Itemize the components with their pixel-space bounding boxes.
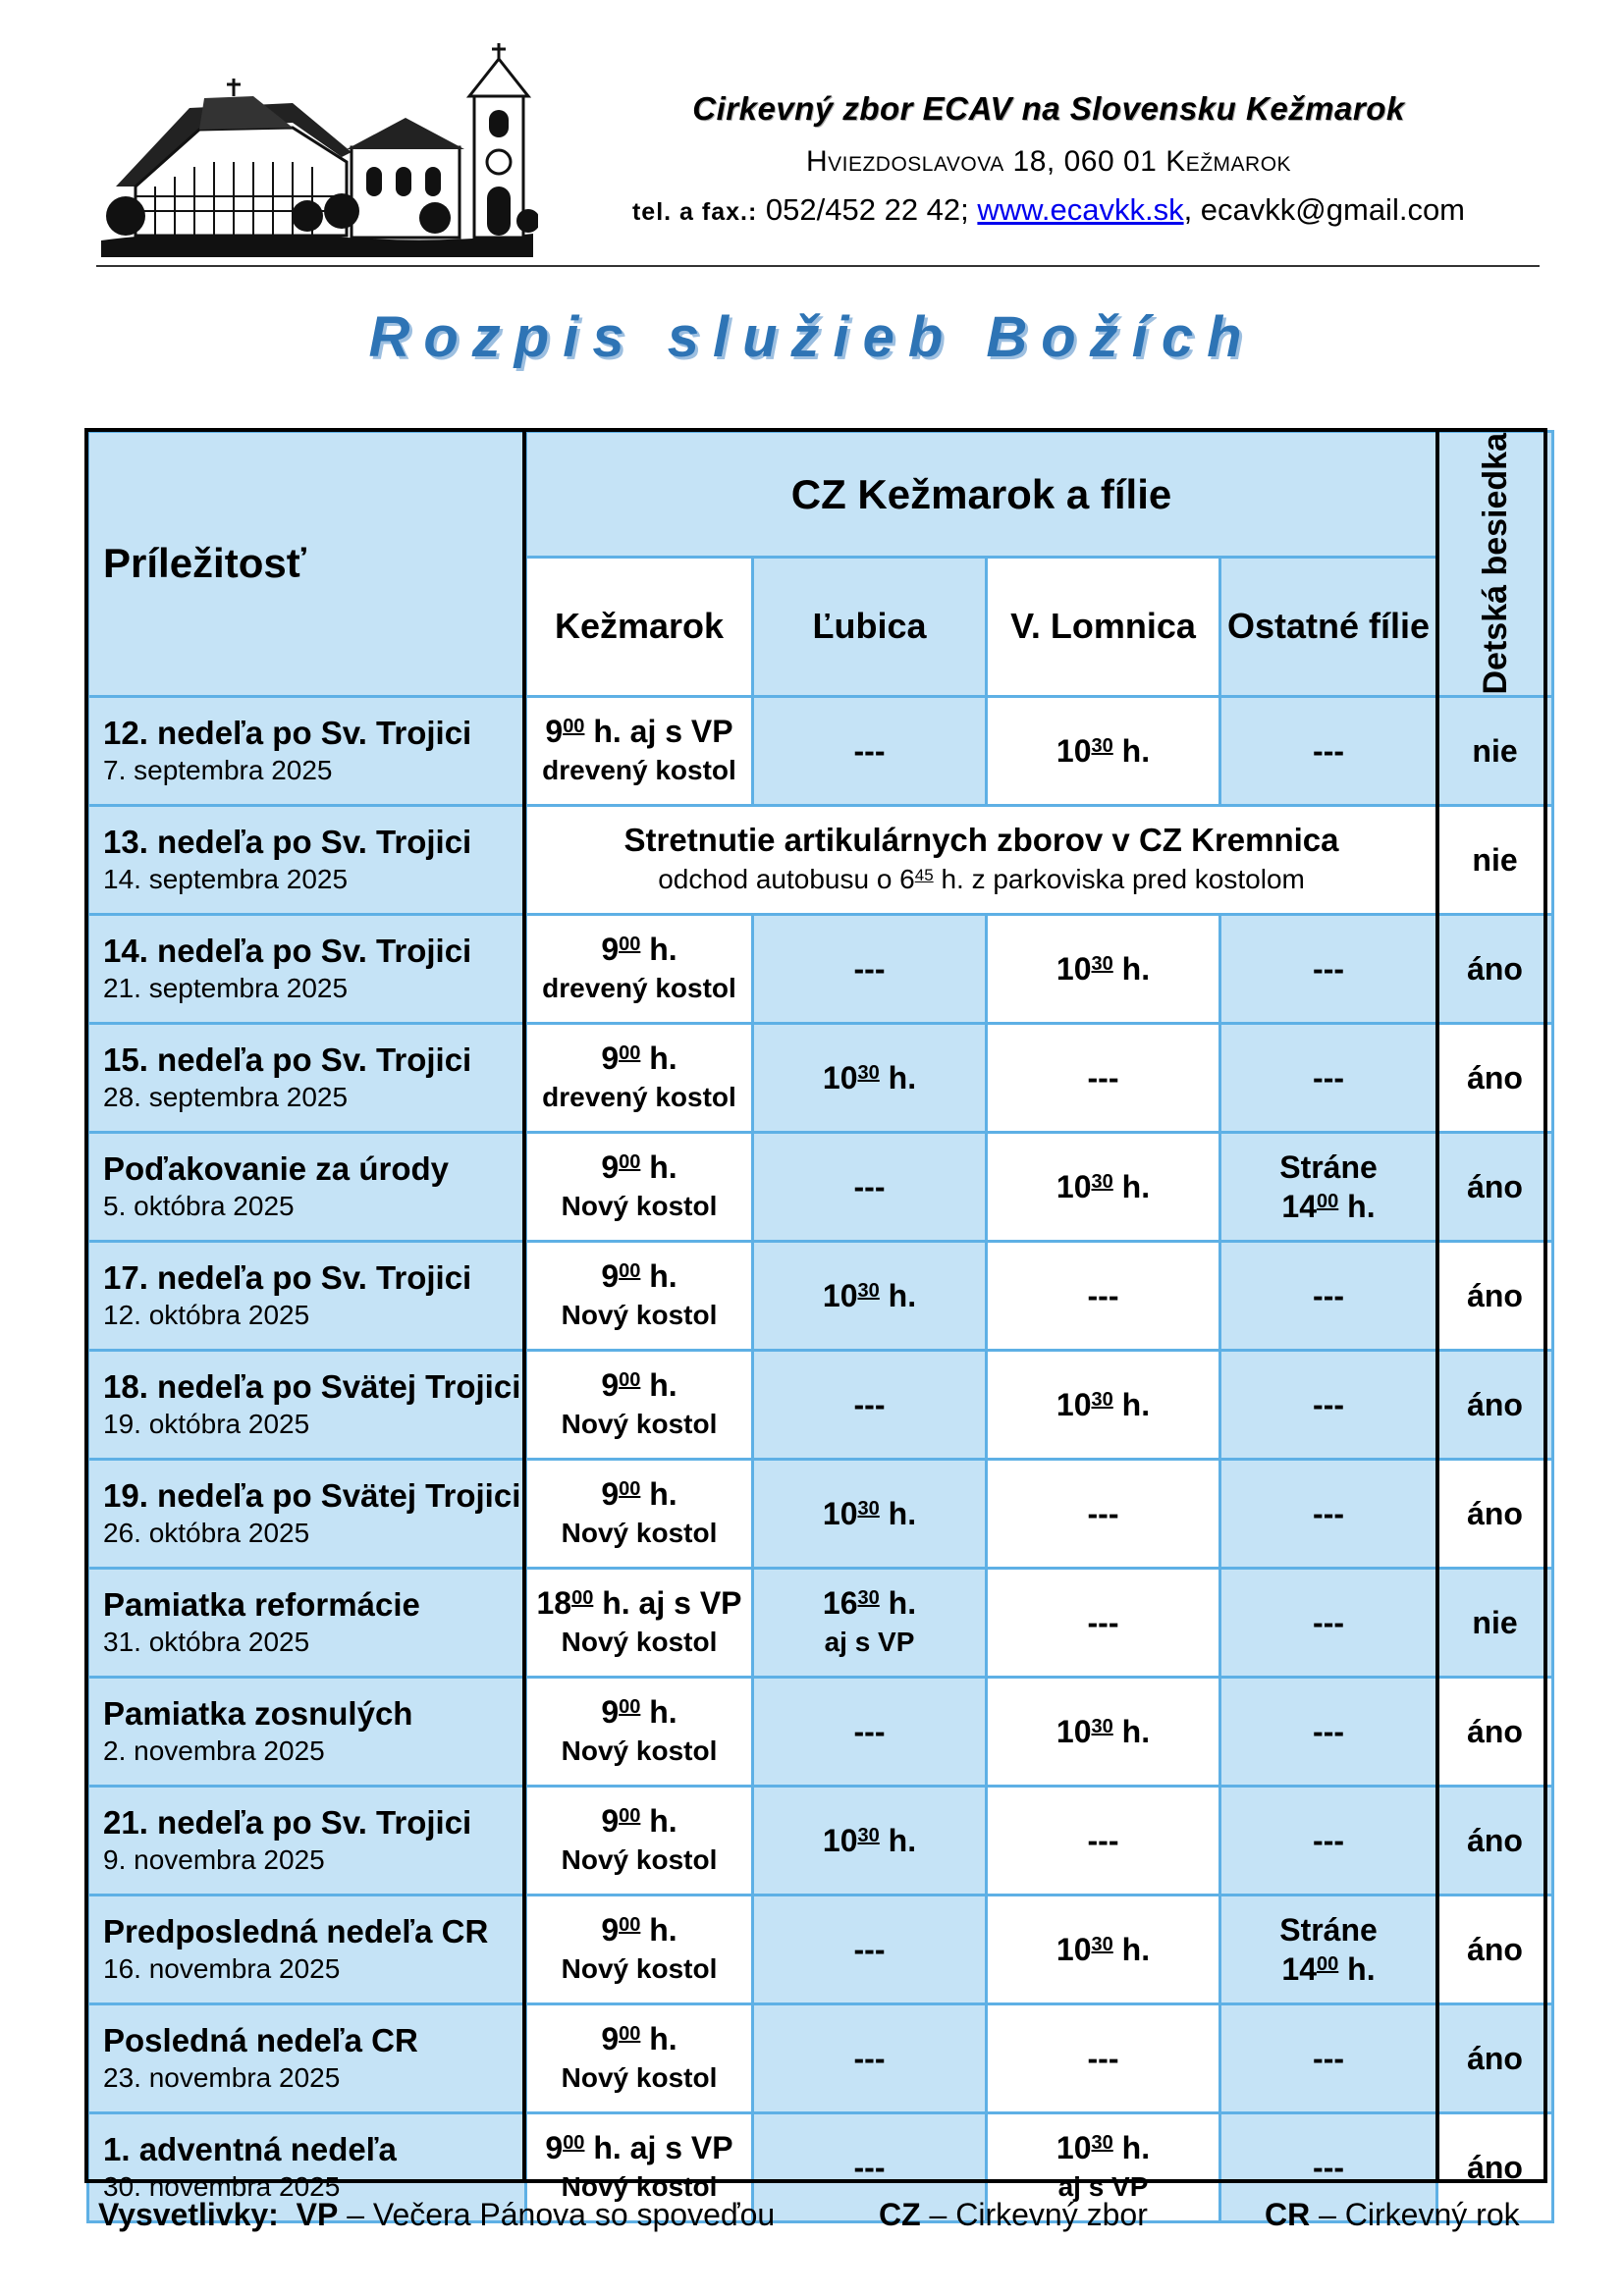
ostatne-cell: --- <box>1220 2003 1437 2112</box>
kezmarok-cell <box>526 1786 753 1895</box>
occasion-date: 19. októbra 2025 <box>103 1408 310 1439</box>
occasion-name: Posledná nedeľa CR <box>103 2021 418 2058</box>
occasion-cell <box>88 1132 526 1241</box>
merged-note-minutes: 45 <box>914 865 934 884</box>
merged-note-post: h. z parkoviska pred kostolom <box>933 863 1305 894</box>
time-minutes: 00 <box>619 1041 641 1064</box>
time-minutes: 00 <box>619 1804 641 1827</box>
kezmarok-cell <box>526 1677 753 1786</box>
header-besiedka-label: Detská besiedka <box>1476 433 1514 695</box>
occasion-date: 31. októbra 2025 <box>103 1626 310 1657</box>
kezmarok-cell <box>526 696 753 805</box>
ostatne-cell: --- <box>1220 1350 1437 1459</box>
time-hour: 10 <box>1056 1931 1092 1967</box>
besiedka-cell: nie <box>1437 1568 1553 1677</box>
kezmarok-cell <box>526 1568 753 1677</box>
legend-cr <box>1265 2197 1520 2233</box>
legend-cz-text: – Cirkevný zbor <box>920 2197 1148 2232</box>
time-suffix: h. aj s VP <box>584 713 733 749</box>
lubica-cell: --- <box>753 1895 987 2003</box>
time-suffix: h. <box>879 1584 917 1621</box>
time-minutes: 30 <box>1091 1170 1113 1193</box>
ostatne-cell: --- <box>1220 2112 1437 2221</box>
kezmarok-venue: Nový kostol <box>561 2061 718 2093</box>
time-hour: 9 <box>601 1475 620 1512</box>
besiedka-cell: áno <box>1437 2112 1553 2221</box>
ostatne-cell: --- <box>1220 914 1437 1023</box>
kezmarok-cell <box>526 1132 753 1241</box>
schedule-body <box>88 696 1553 2221</box>
occasion-date: 23. novembra 2025 <box>103 2061 341 2093</box>
lomnica-cell <box>987 1132 1220 1241</box>
legend-vp <box>98 2197 775 2233</box>
occasion-name: 21. nedeľa po Sv. Trojici <box>103 1803 472 1841</box>
occasion-cell <box>88 805 526 914</box>
time-minutes: 00 <box>619 2022 641 2045</box>
time-suffix: h. <box>640 1148 677 1185</box>
besiedka-cell: áno <box>1437 1786 1553 1895</box>
kezmarok-venue: Nový kostol <box>561 1299 718 1330</box>
table-row <box>88 1895 1553 2003</box>
legend-cz-abbr: CZ <box>879 2197 921 2232</box>
table-row <box>88 696 1553 805</box>
page-title: Rozpis služieb Božích <box>368 305 1256 369</box>
lubica-cell <box>753 1786 987 1895</box>
church-illustration <box>96 39 538 257</box>
occasion-cell <box>88 1677 526 1786</box>
schedule-table <box>86 430 1554 2223</box>
lubica-cell <box>753 1459 987 1568</box>
kezmarok-venue: Nový kostol <box>561 1190 718 1221</box>
time-suffix: h. <box>1338 1188 1376 1224</box>
besiedka-cell: nie <box>1437 805 1553 914</box>
occasion-name: Poďakovanie za úrody <box>103 1149 449 1187</box>
time-hour: 9 <box>545 713 564 749</box>
table-row <box>88 1568 1553 1677</box>
occasion-date: 26. októbra 2025 <box>103 1517 310 1548</box>
time-suffix: h. aj s VP <box>584 2129 733 2165</box>
time-minutes: 30 <box>1091 734 1113 757</box>
occasion-name: Pamiatka reformácie <box>103 1585 420 1623</box>
occasion-name: 12. nedeľa po Sv. Trojici <box>103 714 472 751</box>
occasion-cell <box>88 696 526 805</box>
header-group-cz: CZ Kežmarok a fílie <box>526 432 1437 558</box>
time-hour: 14 <box>1281 1188 1318 1224</box>
legend-vp-abbr: VP <box>296 2197 339 2232</box>
time-hour: 9 <box>601 2020 620 2056</box>
kezmarok-cell <box>526 1459 753 1568</box>
occasion-date: 12. októbra 2025 <box>103 1299 310 1330</box>
header-ostatne: Ostatné fílie <box>1220 558 1437 696</box>
lomnica-cell: --- <box>987 1023 1220 1132</box>
occasion-cell <box>88 1350 526 1459</box>
kezmarok-cell <box>526 1350 753 1459</box>
header-besiedka <box>1437 432 1553 697</box>
time-minutes: 00 <box>563 2131 585 2154</box>
occasion-name: 17. nedeľa po Sv. Trojici <box>103 1258 472 1296</box>
lomnica-cell: --- <box>987 1568 1220 1677</box>
besiedka-cell: áno <box>1437 1895 1553 2003</box>
time-minutes: 30 <box>857 1586 880 1609</box>
time-hour: 10 <box>1056 2129 1092 2165</box>
besiedka-cell: áno <box>1437 2003 1553 2112</box>
time-hour: 14 <box>1281 1950 1318 1987</box>
occasion-date: 7. septembra 2025 <box>103 754 333 785</box>
lubica-cell: --- <box>753 2112 987 2221</box>
occasion-name: Pamiatka zosnulých <box>103 1694 413 1732</box>
time-minutes: 00 <box>619 1150 641 1173</box>
occasion-name: 15. nedeľa po Sv. Trojici <box>103 1041 472 1078</box>
merged-note-cell <box>526 805 1437 914</box>
table-row <box>88 1241 1553 1350</box>
time-suffix: h. <box>640 931 677 967</box>
time-suffix: h. <box>640 1040 677 1076</box>
kezmarok-venue: drevený kostol <box>542 1081 736 1112</box>
time-minutes: 30 <box>1091 2131 1113 2154</box>
time-hour: 9 <box>601 1257 620 1294</box>
occasion-cell <box>88 1786 526 1895</box>
kezmarok-cell <box>526 914 753 1023</box>
lubica-note: aj s VP <box>824 1626 915 1657</box>
ostatne-place: Stráne <box>1279 1911 1378 1948</box>
table-row <box>88 1023 1553 1132</box>
ostatne-cell: --- <box>1220 1459 1437 1568</box>
occasion-name: 1. adventná nedeľa <box>103 2130 397 2167</box>
occasion-date: 5. októbra 2025 <box>103 1190 295 1221</box>
table-row <box>88 1132 1553 1241</box>
email-address: , ecavkk@gmail.com <box>1183 192 1466 227</box>
time-hour: 9 <box>601 1802 620 1839</box>
time-suffix: h. <box>1338 1950 1376 1987</box>
time-suffix: h. <box>879 1822 917 1858</box>
time-minutes: 00 <box>1317 1952 1339 1975</box>
time-suffix: h. <box>1112 1168 1151 1204</box>
lomnica-cell: --- <box>987 1241 1220 1350</box>
time-hour: 10 <box>1056 950 1092 987</box>
time-minutes: 30 <box>857 1279 880 1302</box>
org-contact <box>558 192 1540 228</box>
time-minutes: 00 <box>619 1477 641 1500</box>
lubica-cell: --- <box>753 696 987 805</box>
time-hour: 9 <box>601 931 620 967</box>
table-row <box>88 805 1553 914</box>
merged-note-title: Stretnutie artikulárnych zborov v CZ Kremnica <box>623 821 1339 858</box>
time-hour: 9 <box>601 1911 620 1948</box>
ostatne-cell <box>1220 1132 1437 1241</box>
besiedka-cell: áno <box>1437 914 1553 1023</box>
occasion-cell <box>88 1568 526 1677</box>
lomnica-cell <box>987 1895 1220 2003</box>
kezmarok-venue: drevený kostol <box>542 754 736 785</box>
kezmarok-cell <box>526 1241 753 1350</box>
lubica-cell: --- <box>753 1350 987 1459</box>
time-hour: 9 <box>601 1148 620 1185</box>
time-minutes: 30 <box>1091 1715 1113 1737</box>
table-row <box>88 1459 1553 1568</box>
time-suffix: h. <box>1112 732 1151 769</box>
time-hour: 10 <box>822 1277 858 1313</box>
header-occasion: Príležitosť <box>88 432 526 697</box>
kezmarok-venue: Nový kostol <box>561 1735 718 1766</box>
besiedka-cell: nie <box>1437 696 1553 805</box>
org-name: Cirkevný zbor ECAV na Slovensku Kežmarok <box>692 90 1405 127</box>
occasion-date: 2. novembra 2025 <box>103 1735 325 1766</box>
time-suffix: h. <box>640 1802 677 1839</box>
lomnica-cell: --- <box>987 2003 1220 2112</box>
time-suffix: h. <box>879 1277 917 1313</box>
time-hour: 10 <box>822 1495 858 1531</box>
occasion-cell <box>88 914 526 1023</box>
kezmarok-venue: Nový kostol <box>561 2170 718 2202</box>
time-suffix: h. <box>879 1495 917 1531</box>
lomnica-note: aj s VP <box>1057 2170 1149 2202</box>
table-row <box>88 914 1553 1023</box>
time-minutes: 00 <box>619 933 641 955</box>
table-row <box>88 1786 1553 1895</box>
kezmarok-venue: Nový kostol <box>561 1952 718 1984</box>
time-minutes: 00 <box>1317 1190 1339 1212</box>
time-suffix: h. aj s VP <box>593 1584 742 1621</box>
occasion-cell <box>88 1023 526 1132</box>
lubica-cell: --- <box>753 914 987 1023</box>
kezmarok-venue: Nový kostol <box>561 1517 718 1548</box>
time-minutes: 00 <box>619 1368 641 1391</box>
time-minutes: 30 <box>1091 1933 1113 1955</box>
besiedka-cell: áno <box>1437 1677 1553 1786</box>
time-suffix: h. <box>640 1475 677 1512</box>
time-hour: 18 <box>536 1584 572 1621</box>
header-lubica: Ľubica <box>753 558 987 696</box>
lomnica-cell: --- <box>987 1786 1220 1895</box>
time-minutes: 30 <box>1091 952 1113 975</box>
ostatne-place: Stráne <box>1279 1148 1378 1185</box>
kezmarok-venue: Nový kostol <box>561 1843 718 1875</box>
ostatne-cell: --- <box>1220 1241 1437 1350</box>
time-hour: 9 <box>601 1693 620 1730</box>
occasion-date: 21. septembra 2025 <box>103 972 349 1003</box>
header-lomnica: V. Lomnica <box>987 558 1220 696</box>
occasion-name: 18. nedeľa po Svätej Trojici <box>103 1367 521 1405</box>
besiedka-cell: áno <box>1437 1350 1553 1459</box>
occasion-cell <box>88 1241 526 1350</box>
time-suffix: h. <box>1112 2129 1151 2165</box>
kezmarok-venue: Nový kostol <box>561 1408 718 1439</box>
time-hour: 9 <box>601 1366 620 1403</box>
lomnica-cell <box>987 1350 1220 1459</box>
occasion-date: 28. septembra 2025 <box>103 1081 349 1112</box>
time-hour: 16 <box>822 1584 858 1621</box>
lomnica-cell <box>987 914 1220 1023</box>
time-suffix: h. <box>1112 1713 1151 1749</box>
merged-note-detail <box>527 860 1435 899</box>
time-hour: 10 <box>1056 1168 1092 1204</box>
time-hour: 9 <box>601 1040 620 1076</box>
time-suffix: h. <box>640 1257 677 1294</box>
occasion-cell <box>88 2003 526 2112</box>
time-minutes: 30 <box>857 1497 880 1520</box>
time-minutes: 00 <box>619 1695 641 1718</box>
occasion-cell <box>88 1459 526 1568</box>
ostatne-cell: --- <box>1220 1677 1437 1786</box>
time-minutes: 00 <box>563 715 585 737</box>
besiedka-cell: áno <box>1437 1132 1553 1241</box>
ostatne-cell: --- <box>1220 1568 1437 1677</box>
table-row <box>88 1677 1553 1786</box>
lomnica-cell: --- <box>987 1459 1220 1568</box>
occasion-cell <box>88 1895 526 2003</box>
table-row <box>88 2003 1553 2112</box>
occasion-date: 16. novembra 2025 <box>103 1952 341 1984</box>
contact-label: tel. a fax.: <box>631 198 758 226</box>
kezmarok-cell <box>526 1895 753 2003</box>
kezmarok-cell <box>526 1023 753 1132</box>
legend-cr-text: – Cirkevný rok <box>1310 2197 1520 2232</box>
time-minutes: 30 <box>857 1824 880 1846</box>
lubica-cell <box>753 1023 987 1132</box>
legend-cz <box>879 2197 1148 2233</box>
ostatne-cell <box>1220 1895 1437 2003</box>
letterhead <box>96 39 1540 265</box>
time-minutes: 30 <box>1091 1388 1113 1411</box>
time-minutes: 00 <box>619 1259 641 1282</box>
occasion-date: 9. novembra 2025 <box>103 1843 325 1875</box>
occasion-name: 14. nedeľa po Sv. Trojici <box>103 932 472 969</box>
website-link[interactable]: www.ecavkk.sk <box>977 192 1184 227</box>
occasion-name: 13. nedeľa po Sv. Trojici <box>103 823 472 860</box>
ostatne-cell: --- <box>1220 1786 1437 1895</box>
legend-label: Vysvetlivky: <box>98 2197 279 2232</box>
time-minutes: 00 <box>571 1586 594 1609</box>
lomnica-cell <box>987 696 1220 805</box>
time-suffix: h. <box>1112 1931 1151 1967</box>
phone-number: 052/452 22 42; <box>765 192 969 227</box>
occasion-name: Predposledná nedeľa CR <box>103 1912 489 1949</box>
letterhead-text <box>558 90 1540 228</box>
time-suffix: h. <box>640 1693 677 1730</box>
lubica-cell: --- <box>753 1132 987 1241</box>
org-address: Hviezdoslavova 18, 060 01 Kežmarok <box>805 145 1292 178</box>
time-hour: 10 <box>1056 1386 1092 1422</box>
time-minutes: 30 <box>857 1061 880 1084</box>
occasion-column-rule <box>522 428 526 2183</box>
occasion-date: 30. novembra 2025 <box>103 2170 341 2202</box>
time-hour: 10 <box>822 1822 858 1858</box>
legend-cr-abbr: CR <box>1265 2197 1311 2232</box>
time-suffix: h. <box>879 1059 917 1095</box>
besiedka-cell: áno <box>1437 1241 1553 1350</box>
kezmarok-venue: drevený kostol <box>542 972 736 1003</box>
time-hour: 10 <box>1056 1713 1092 1749</box>
lubica-cell: --- <box>753 1677 987 1786</box>
time-minutes: 00 <box>619 1913 641 1936</box>
besiedka-cell: áno <box>1437 1023 1553 1132</box>
time-hour: 9 <box>545 2129 564 2165</box>
time-suffix: h. <box>1112 1386 1151 1422</box>
time-hour: 10 <box>1056 732 1092 769</box>
besiedka-column-rule <box>1435 428 1439 2183</box>
ostatne-cell: --- <box>1220 1023 1437 1132</box>
kezmarok-venue: Nový kostol <box>561 1626 718 1657</box>
time-suffix: h. <box>640 2020 677 2056</box>
lomnica-cell <box>987 1677 1220 1786</box>
lubica-cell <box>753 1241 987 1350</box>
lubica-cell: --- <box>753 2003 987 2112</box>
time-hour: 10 <box>822 1059 858 1095</box>
time-suffix: h. <box>1112 950 1151 987</box>
time-suffix: h. <box>640 1366 677 1403</box>
legend-vp-text: – Večera Pánova so spoveďou <box>338 2197 776 2232</box>
besiedka-cell: áno <box>1437 1459 1553 1568</box>
merged-note-pre: odchod autobusu o 6 <box>658 863 915 894</box>
header-kezmarok: Kežmarok <box>526 558 753 696</box>
kezmarok-cell <box>526 2003 753 2112</box>
lubica-cell <box>753 1568 987 1677</box>
occasion-date: 14. septembra 2025 <box>103 863 349 894</box>
occasion-name: 19. nedeľa po Svätej Trojici <box>103 1476 521 1514</box>
header-divider <box>96 265 1540 267</box>
table-row <box>88 1350 1553 1459</box>
ostatne-cell: --- <box>1220 696 1437 805</box>
time-suffix: h. <box>640 1911 677 1948</box>
